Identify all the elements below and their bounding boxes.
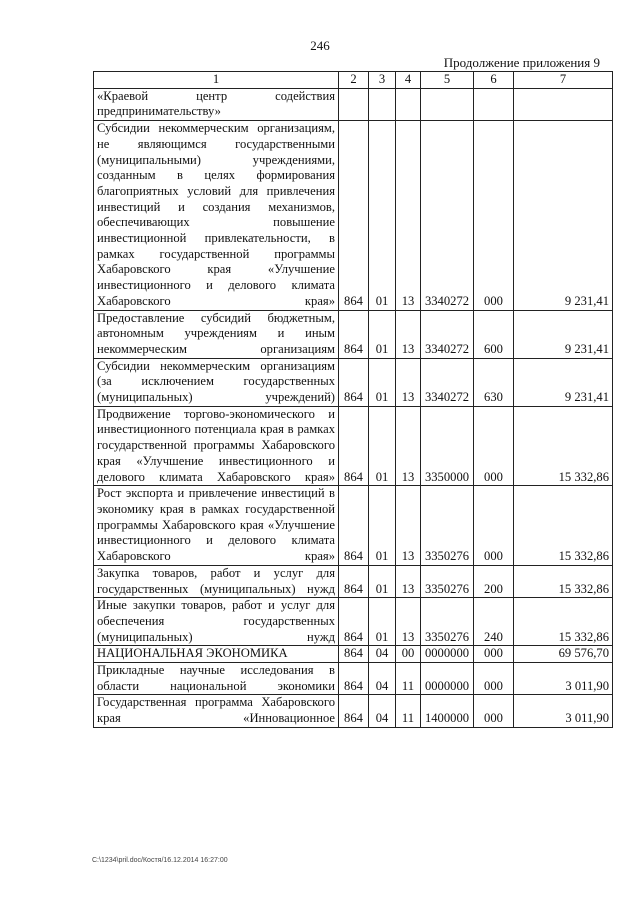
row-code-4: 13	[396, 358, 421, 406]
row-code-3: 04	[369, 646, 396, 663]
row-code-5: 3340272	[421, 121, 474, 310]
col-header-2: 2	[339, 72, 369, 89]
row-name: Субсидии некоммерческим организациям, не являющимся государственными (муниципальными) учреждениями, созданным в целях формирования благоприятных условий для привлечения инвестиций и создания механизмов, обеспечивающих повышение инвестиционной привлекательности, в рамках государственной программы Хабаровского края «Улучшение инвестиционного и делового климата Хабаровского края»	[94, 121, 339, 310]
row-code-6: 240	[474, 598, 514, 646]
row-code-5: 3340272	[421, 358, 474, 406]
row-amount: 15 332,86	[514, 486, 613, 566]
row-code-2: 864	[339, 646, 369, 663]
row-code-5: 3350276	[421, 598, 474, 646]
row-code-3: 01	[369, 565, 396, 597]
table-row	[94, 695, 613, 727]
row-code-5: 1400000	[421, 695, 474, 727]
table-row	[94, 310, 613, 358]
budget-table	[93, 71, 613, 728]
row-amount: 3 011,90	[514, 695, 613, 727]
row-code-6: 000	[474, 695, 514, 727]
row-code-3: 01	[369, 598, 396, 646]
row-code-6: 630	[474, 358, 514, 406]
row-code-4: 13	[396, 121, 421, 310]
table-row	[94, 598, 613, 646]
row-code-4: 11	[396, 663, 421, 695]
row-amount: 3 011,90	[514, 663, 613, 695]
row-code-5: 3350000	[421, 406, 474, 486]
header-row	[94, 72, 613, 89]
row-code-3: 01	[369, 358, 396, 406]
row-code-6: 000	[474, 486, 514, 566]
row-amount: 9 231,41	[514, 121, 613, 310]
appendix-continuation: Продолжение приложения 9	[443, 55, 600, 70]
row-code-3: 01	[369, 486, 396, 566]
row-code-6: 000	[474, 406, 514, 486]
row-code-6	[474, 88, 514, 120]
col-header-6: 6	[474, 72, 514, 89]
row-code-4	[396, 88, 421, 120]
row-amount: 15 332,86	[514, 565, 613, 597]
row-code-4: 13	[396, 598, 421, 646]
row-code-2: 864	[339, 663, 369, 695]
row-code-6: 000	[474, 121, 514, 310]
row-code-5: 0000000	[421, 646, 474, 663]
row-code-5: 0000000	[421, 663, 474, 695]
col-header-3: 3	[369, 72, 396, 89]
table-row	[94, 646, 613, 663]
row-name: Иные закупки товаров, работ и услуг для обеспечения государственных (муниципальных) нужд	[94, 598, 339, 646]
row-code-5: 3350276	[421, 486, 474, 566]
row-name: Закупка товаров, работ и услуг для государственных (муниципальных) нужд	[94, 565, 339, 597]
row-code-3: 01	[369, 406, 396, 486]
page-number: 246	[310, 38, 330, 53]
row-code-5: 3340272	[421, 310, 474, 358]
row-code-3: 04	[369, 695, 396, 727]
table-row	[94, 565, 613, 597]
row-code-3	[369, 88, 396, 120]
row-code-4: 00	[396, 646, 421, 663]
col-header-1: 1	[94, 72, 339, 89]
row-code-2: 864	[339, 358, 369, 406]
row-name: Рост экспорта и привлечение инвестиций в экономику края в рамках государственной программы Хабаровского края «Улучшение инвестиционного и делового климата Хабаровского края»	[94, 486, 339, 566]
row-code-2: 864	[339, 121, 369, 310]
file-path-footer: C:\1234\pril.doc/Костя/16.12.2014 16:27:00	[92, 857, 228, 864]
row-name: «Краевой центр содействия предпринимательству»	[94, 88, 339, 120]
row-code-2: 864	[339, 695, 369, 727]
row-code-4: 13	[396, 486, 421, 566]
row-name: Государственная программа Хабаровского края «Инновационное	[94, 695, 339, 727]
table-row	[94, 406, 613, 486]
row-code-2: 864	[339, 486, 369, 566]
row-code-5	[421, 88, 474, 120]
row-amount: 69 576,70	[514, 646, 613, 663]
row-code-2	[339, 88, 369, 120]
row-code-2: 864	[339, 310, 369, 358]
col-header-5: 5	[421, 72, 474, 89]
row-code-5: 3350276	[421, 565, 474, 597]
row-code-4: 13	[396, 310, 421, 358]
row-code-2: 864	[339, 565, 369, 597]
table-row	[94, 88, 613, 120]
table-row	[94, 358, 613, 406]
row-code-2: 864	[339, 406, 369, 486]
row-name: Прикладные научные исследования в области национальной экономики	[94, 663, 339, 695]
table-row	[94, 663, 613, 695]
row-code-6: 000	[474, 663, 514, 695]
row-amount: 9 231,41	[514, 358, 613, 406]
row-name: Предоставление субсидий бюджетным, автономным учреждениям и иным некоммерческим организациям	[94, 310, 339, 358]
row-code-6: 200	[474, 565, 514, 597]
table-row	[94, 121, 613, 310]
row-code-3: 04	[369, 663, 396, 695]
row-code-4: 13	[396, 565, 421, 597]
row-code-4: 13	[396, 406, 421, 486]
row-code-6: 600	[474, 310, 514, 358]
row-amount: 15 332,86	[514, 406, 613, 486]
row-amount: 9 231,41	[514, 310, 613, 358]
table-row	[94, 486, 613, 566]
row-code-2: 864	[339, 598, 369, 646]
col-header-7: 7	[514, 72, 613, 89]
row-code-3: 01	[369, 310, 396, 358]
row-amount: 15 332,86	[514, 598, 613, 646]
row-amount	[514, 88, 613, 120]
row-name: Субсидии некоммерческим организациям (за исключением государственных (муниципальных) учреждений)	[94, 358, 339, 406]
col-header-4: 4	[396, 72, 421, 89]
row-code-6: 000	[474, 646, 514, 663]
row-code-3: 01	[369, 121, 396, 310]
row-code-4: 11	[396, 695, 421, 727]
row-name: Продвижение торгово-экономического и инвестиционного потенциала края в рамках государственной программы Хабаровского края «Улучшение инвестиционного и делового климата Хабаровского края»	[94, 406, 339, 486]
row-name: НАЦИОНАЛЬНАЯ ЭКОНОМИКА	[94, 646, 339, 663]
